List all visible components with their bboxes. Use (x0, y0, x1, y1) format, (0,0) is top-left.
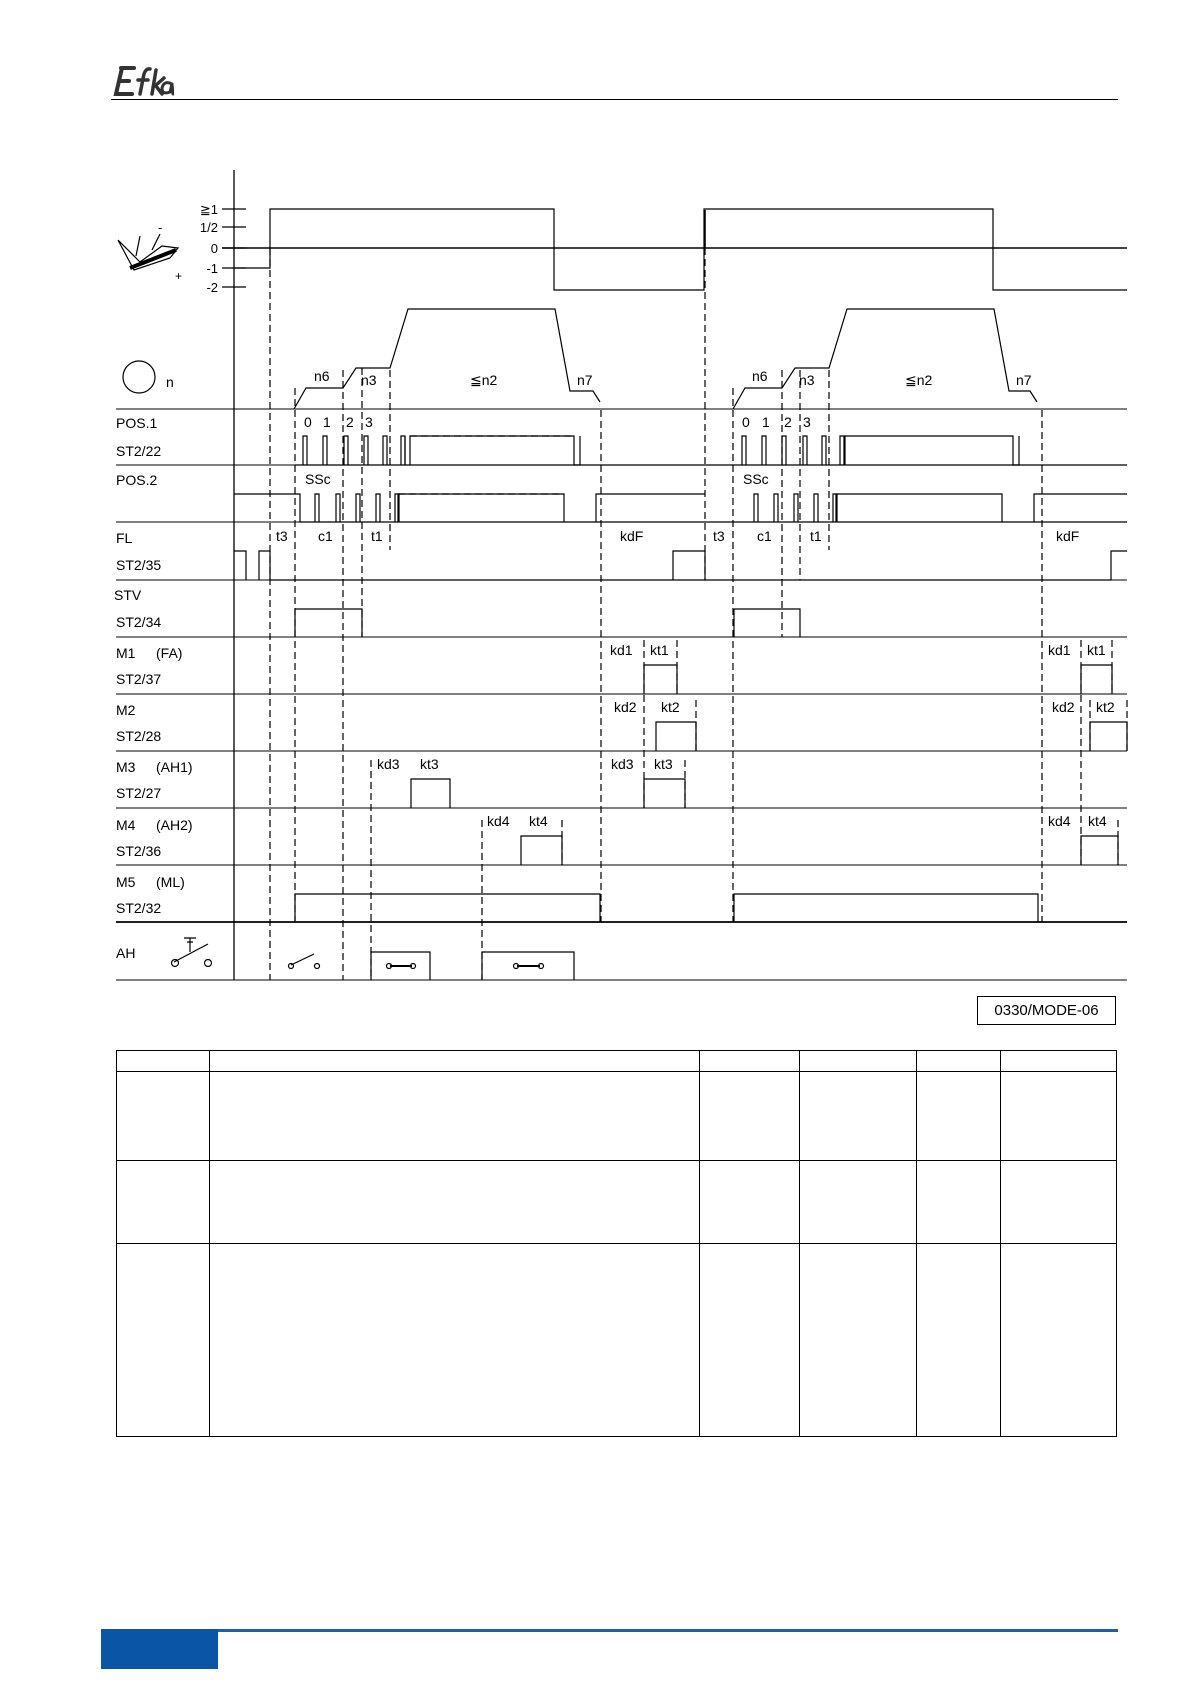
ssc-label: SSc (743, 471, 769, 487)
m2-pulse (656, 722, 696, 751)
time-label: kt4 (1088, 813, 1107, 829)
pos1-trace (405, 436, 580, 465)
fl-label: t3 (713, 528, 725, 544)
m1-pulse (1081, 665, 1112, 694)
fl-label: kdF (1056, 528, 1080, 544)
fl-label: t1 (810, 528, 822, 544)
signal-name: M5 (116, 874, 136, 890)
pedal-minus-sign: - (158, 220, 163, 235)
parameter-table (116, 1050, 1117, 1437)
pulse (303, 436, 307, 465)
fl-label: kdF (620, 528, 644, 544)
speed-label: n6 (752, 368, 768, 384)
speed-label: n7 (1016, 372, 1032, 388)
pulse (336, 494, 340, 522)
position-number: 1 (762, 414, 770, 430)
time-label: kt4 (529, 813, 548, 829)
delay-label: kd1 (1048, 642, 1071, 658)
pulse (356, 494, 360, 522)
fl-label: t3 (276, 528, 288, 544)
speed-label: ≦n2 (905, 372, 933, 388)
mode-label: 0330/MODE-06 (977, 996, 1116, 1025)
position-number: 2 (784, 414, 792, 430)
signal-name: FL (116, 530, 133, 546)
pulse (814, 494, 818, 522)
pos2-trace (836, 494, 1127, 522)
pos2-trace (398, 494, 705, 522)
speed-label: n3 (361, 372, 377, 388)
fl-label: c1 (318, 528, 333, 544)
signal-pin: ST2/37 (116, 671, 162, 687)
signal-alias: (ML) (156, 874, 185, 890)
speed-label: n3 (799, 372, 815, 388)
fl-label: t1 (371, 528, 383, 544)
pulse (323, 436, 327, 465)
speed-icon (123, 361, 155, 393)
position-number: 3 (803, 414, 811, 430)
pos1-trace (845, 436, 1019, 465)
pulse (742, 436, 746, 465)
signal-name: AH (116, 945, 136, 961)
time-label: kt3 (420, 756, 439, 772)
table-row (117, 1072, 1117, 1161)
delay-label: kd3 (377, 756, 400, 772)
delay-label: kd4 (1048, 813, 1071, 829)
signal-name: POS.1 (116, 415, 158, 431)
pedal-icon (118, 240, 178, 270)
speed-profile (733, 309, 1037, 409)
delay-label: kd2 (614, 699, 637, 715)
signal-name: M4 (116, 817, 136, 833)
signal-pin: ST2/34 (116, 614, 162, 630)
pos2-trace (234, 494, 1127, 522)
position-number: 0 (742, 414, 750, 430)
signal-alias: (FA) (156, 645, 183, 661)
footer-block (101, 1629, 218, 1669)
delay-label: kd3 (611, 756, 634, 772)
m5-trace (295, 894, 600, 922)
pulse (754, 494, 758, 522)
speed-profile (294, 309, 600, 409)
ah-state (315, 964, 320, 969)
m2-pulse (1090, 722, 1127, 751)
signal-name: M2 (116, 702, 136, 718)
signal-name: M1 (116, 645, 136, 661)
pedal-level-label: -1 (206, 261, 218, 276)
pulse (364, 436, 368, 465)
delay-label: kd1 (610, 642, 633, 658)
ah-switch-icon (172, 960, 179, 967)
time-label: kt1 (650, 642, 669, 658)
signal-pin: ST2/28 (116, 728, 162, 744)
position-number: 3 (365, 414, 373, 430)
signal-name: POS.2 (116, 472, 158, 488)
signal-pin: ST2/27 (116, 785, 162, 801)
table-header-row (117, 1051, 1117, 1072)
pulse (376, 494, 380, 522)
pedal-signal (704, 209, 1127, 290)
pulse (822, 436, 826, 465)
fl-trace (234, 551, 705, 580)
speed-label: n6 (314, 368, 330, 384)
time-label: kt2 (661, 699, 680, 715)
ssc-label: SSc (305, 471, 331, 487)
ah-switch-icon (205, 960, 212, 967)
pedal-level-label: -2 (206, 280, 218, 295)
m3-pulse (411, 779, 450, 808)
pulse (803, 436, 807, 465)
signal-alias: (AH1) (156, 759, 193, 775)
signal-alias: (AH2) (156, 817, 193, 833)
speed-label: ≦n2 (470, 372, 498, 388)
stv-trace (295, 609, 800, 637)
speed-label: n (166, 374, 174, 390)
signal-name: M3 (116, 759, 136, 775)
footer-rule (101, 1629, 1118, 1632)
ah-switch-icon (174, 938, 208, 962)
pulse (383, 436, 387, 465)
pulse (794, 494, 798, 522)
pulse (344, 436, 348, 465)
fl-label: c1 (757, 528, 772, 544)
pulse (315, 494, 319, 522)
pulse (774, 494, 778, 522)
pedal-level-label: 0 (210, 241, 218, 256)
diagram-lines (116, 170, 1127, 980)
m1-pulse (644, 665, 677, 694)
ah-state (291, 954, 314, 965)
time-label: kt2 (1096, 699, 1115, 715)
ah-state (289, 964, 294, 969)
table-row (117, 1244, 1117, 1437)
delay-label: kd4 (487, 813, 510, 829)
pedal-signal (234, 209, 704, 290)
m4-pulse (1081, 836, 1118, 865)
pulse (840, 436, 844, 465)
table-row (117, 1161, 1117, 1244)
signal-pin: ST2/22 (116, 443, 162, 459)
pedal-icon (136, 234, 160, 256)
m5-trace (734, 894, 1038, 922)
signal-pin: ST2/32 (116, 900, 162, 916)
time-label: kt3 (654, 756, 673, 772)
pedal-level-label: 1/2 (199, 220, 218, 235)
pedal-level-label: ≧1 (199, 202, 218, 217)
position-number: 0 (304, 414, 312, 430)
pedal-plus-sign: + (175, 269, 183, 283)
pulse (762, 436, 766, 465)
m3-pulse (644, 779, 685, 808)
delay-label: kd2 (1052, 699, 1075, 715)
stv-trace (295, 609, 362, 637)
time-label: kt1 (1087, 642, 1106, 658)
signal-pin: ST2/36 (116, 843, 162, 859)
fl-trace (673, 551, 1127, 580)
m4-pulse (521, 836, 562, 865)
position-number: 2 (346, 414, 354, 430)
signal-name: STV (114, 587, 142, 603)
signal-pin: ST2/35 (116, 557, 162, 573)
speed-label: n7 (577, 372, 593, 388)
position-number: 1 (323, 414, 331, 430)
diagram-labels (114, 202, 1115, 961)
